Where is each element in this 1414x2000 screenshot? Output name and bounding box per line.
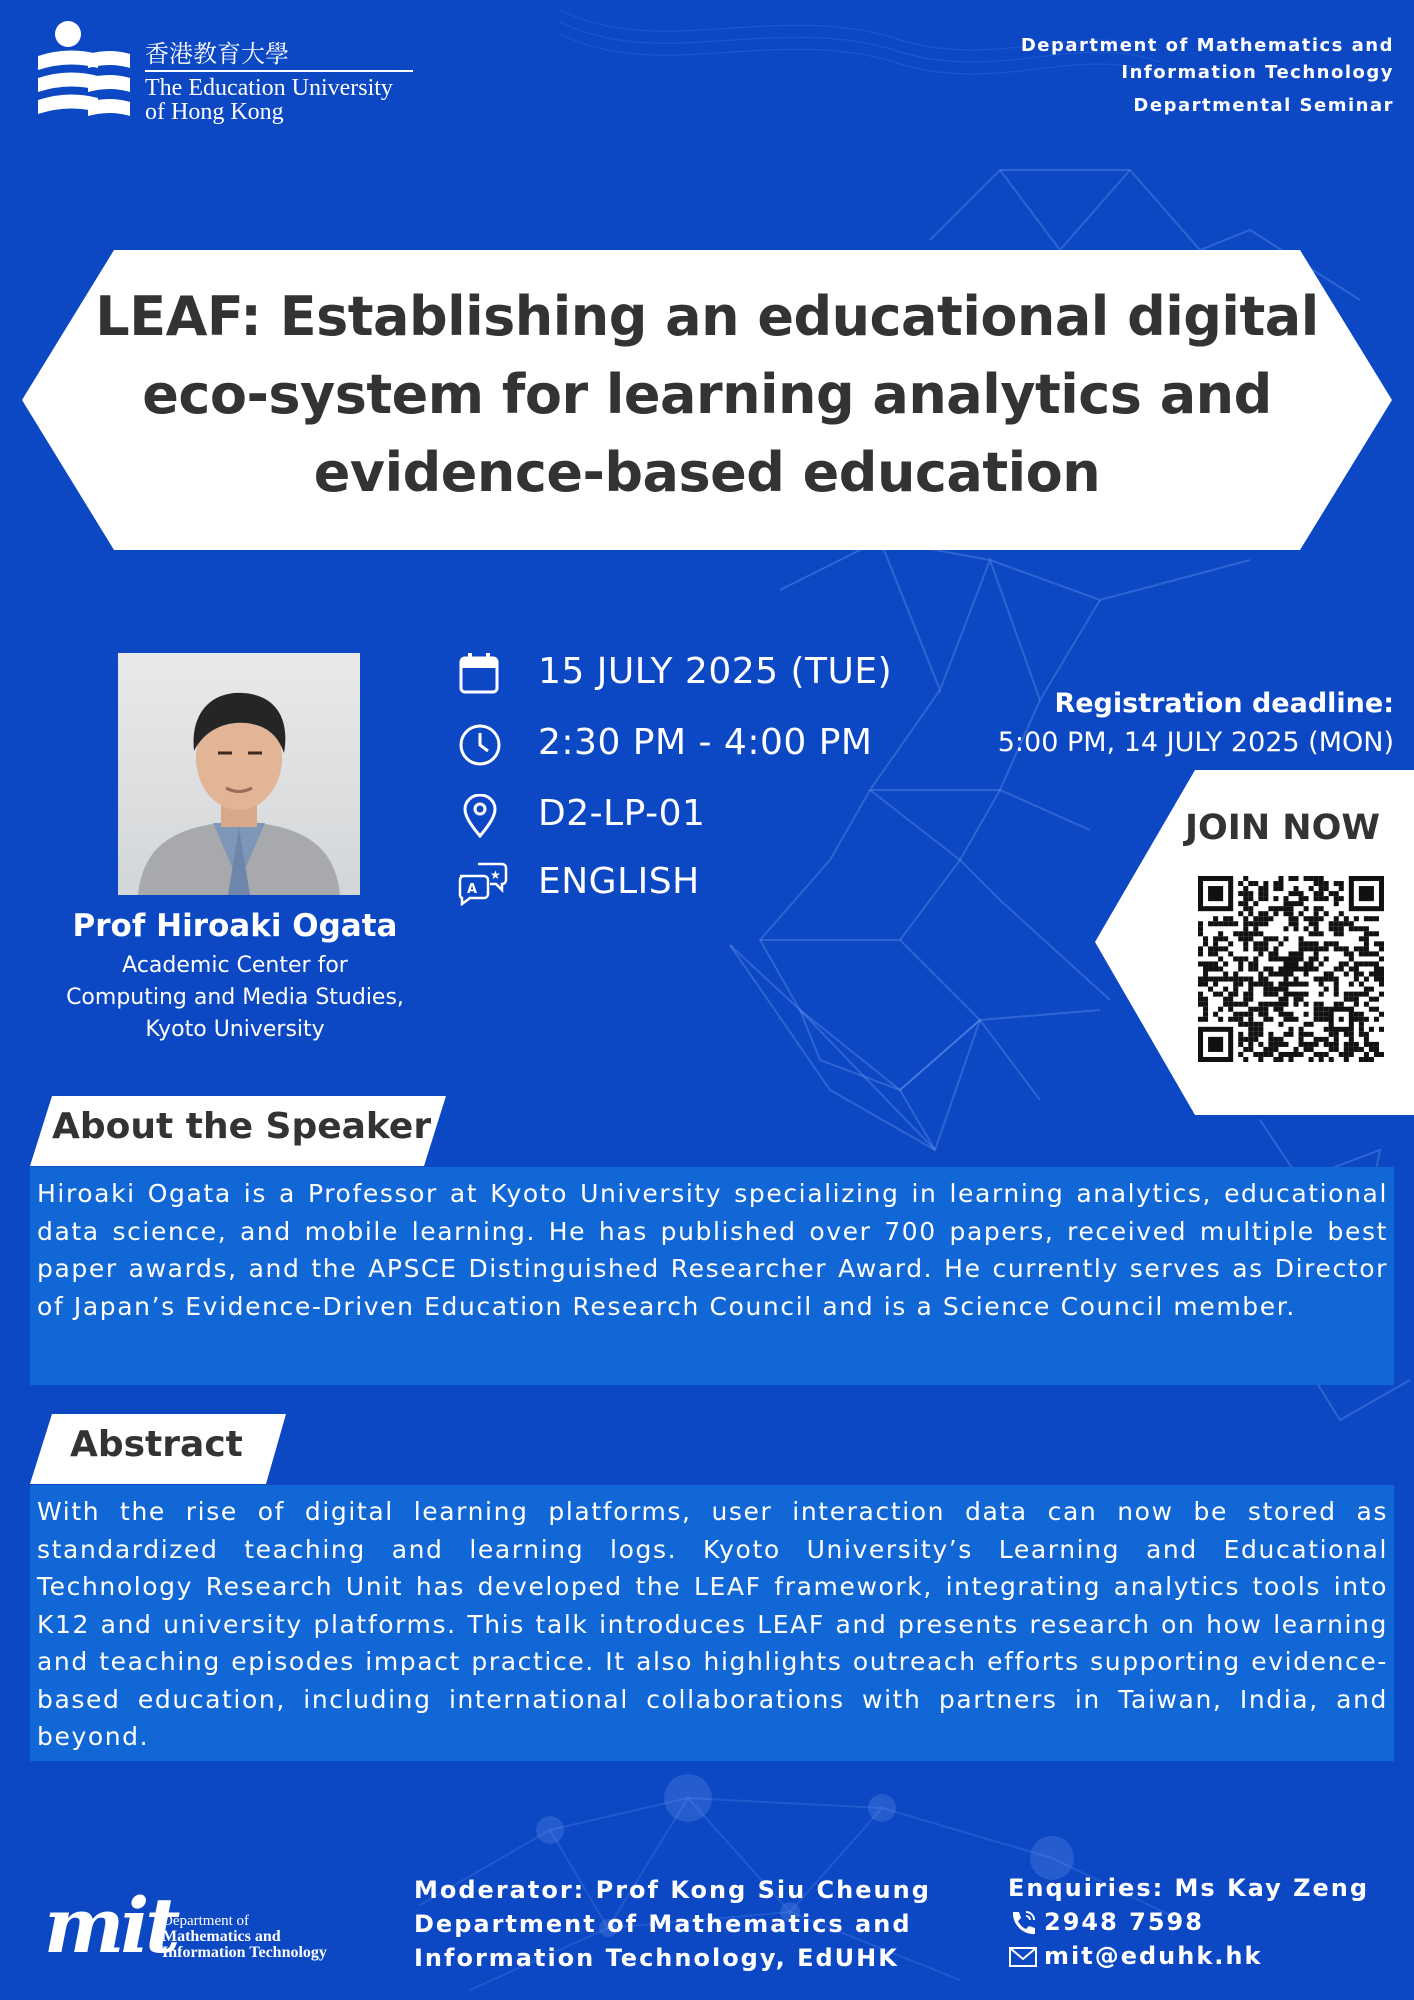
seminar-type: Departmental Seminar xyxy=(1133,95,1394,116)
phone-number[interactable]: 2948 7598 xyxy=(1044,1908,1204,1936)
event-language-row xyxy=(456,858,926,908)
department-header xyxy=(974,32,1394,119)
mit-logo-word: mit xyxy=(44,1881,177,1970)
email-address[interactable]: mit@eduhk.hk xyxy=(1044,1942,1263,1970)
about-speaker-heading: About the Speaker xyxy=(52,1106,432,1147)
eduhk-logo xyxy=(38,20,393,130)
logo-english-line2: of Hong Kong xyxy=(145,99,284,125)
email-row xyxy=(1008,1939,1369,1973)
moderator-line3: Information Technology, EdUHK xyxy=(414,1944,899,1972)
title-line1: LEAF: Establishing an educational digital xyxy=(95,285,1319,348)
calendar-icon xyxy=(456,652,508,696)
svg-text:A: A xyxy=(467,882,478,897)
enquiries-contact: Enquiries: Ms Kay Zeng xyxy=(1008,1874,1370,1902)
logo-divider xyxy=(145,70,413,72)
logo-chinese-name: 香港教育大學 xyxy=(145,40,289,68)
event-time: 2:30 PM - 4:00 PM xyxy=(538,722,873,763)
event-venue: D2-LP-01 xyxy=(538,793,706,834)
mit-dept-line2: Mathematics and xyxy=(162,1928,281,1945)
clock-icon xyxy=(456,723,508,767)
mit-department-logo xyxy=(44,1881,344,1972)
department-line1: Department of Mathematics and xyxy=(1020,35,1394,56)
phone-row xyxy=(1008,1905,1369,1939)
mit-dept-line3: Information Technology xyxy=(162,1944,327,1961)
moderator-info xyxy=(414,1873,931,1975)
affiliation-line3: Kyoto University xyxy=(145,1017,325,1042)
about-speaker-tab xyxy=(30,1096,446,1166)
event-date: 15 JULY 2025 (TUE) xyxy=(538,651,893,692)
about-speaker-text: Hiroaki Ogata is a Professor at Kyoto University specializing in learning analytics, educational data science, and mobile learning. He has published over 700 papers, received multiple best paper awards, and the APSCE Distinguished Researcher Award. He currently serves as Director of Japan’s Evidence-Driven Education Research Council and is a Science Council member. xyxy=(37,1179,1388,1321)
moderator-line2: Department of Mathematics and xyxy=(414,1910,912,1938)
eduhk-emblem-icon xyxy=(38,20,130,126)
logo-english-line1: The Education University xyxy=(145,75,393,101)
abstract-heading: Abstract xyxy=(70,1424,243,1465)
department-line2: Information Technology xyxy=(1121,62,1394,83)
abstract-tab xyxy=(30,1414,286,1484)
event-date-row xyxy=(456,648,926,698)
event-time-row xyxy=(456,719,926,769)
logo-english-name xyxy=(145,76,405,124)
affiliation-line2: Computing and Media Studies, xyxy=(66,985,404,1010)
language-icon xyxy=(456,862,508,906)
abstract-text: With the rise of digital learning platforms, user interaction data can now be stored as standardized teaching and learning logs. Kyoto University’s Learning and Educational Technology Research Unit has developed the LEAF framework, integrating analytics tools into K12 and university platforms. This talk introduces LEAF and presents research on how learning and teaching episodes impact practice. It also highlights outreach efforts supporting evidence-based education, including international collaborations with partners in Taiwan, India, and beyond. xyxy=(37,1497,1388,1751)
registration-deadline-label: Registration deadline: xyxy=(1054,688,1394,719)
title-line3: evidence-based education xyxy=(313,441,1101,504)
event-language: ENGLISH xyxy=(538,861,700,902)
registration-deadline-value: 5:00 PM, 14 JULY 2025 (MON) xyxy=(997,727,1394,758)
speaker-name: Prof Hiroaki Ogata xyxy=(72,908,398,944)
join-now-label[interactable]: JOIN NOW xyxy=(1185,808,1380,848)
phone-icon xyxy=(1008,1909,1038,1935)
abstract-box xyxy=(30,1485,1394,1761)
affiliation-line1: Academic Center for xyxy=(122,953,348,978)
event-venue-row xyxy=(456,790,926,840)
seminar-title xyxy=(90,278,1324,512)
moderator-line1: Moderator: Prof Kong Siu Cheung xyxy=(414,1876,931,1904)
speaker-photo xyxy=(118,653,360,895)
title-line2: eco-system for learning analytics and xyxy=(142,363,1272,426)
speaker-affiliation xyxy=(30,950,440,1046)
location-pin-icon xyxy=(456,794,508,838)
mit-dept-line1: Department of xyxy=(162,1913,250,1929)
mit-logo-department xyxy=(162,1914,327,1961)
about-speaker-box xyxy=(30,1167,1394,1385)
speaker-portrait-icon xyxy=(118,653,360,895)
svg-text:★: ★ xyxy=(490,868,501,882)
envelope-icon xyxy=(1008,1943,1038,1969)
enquiries-info xyxy=(1008,1871,1369,1973)
registration-qr-code[interactable] xyxy=(1198,876,1384,1062)
